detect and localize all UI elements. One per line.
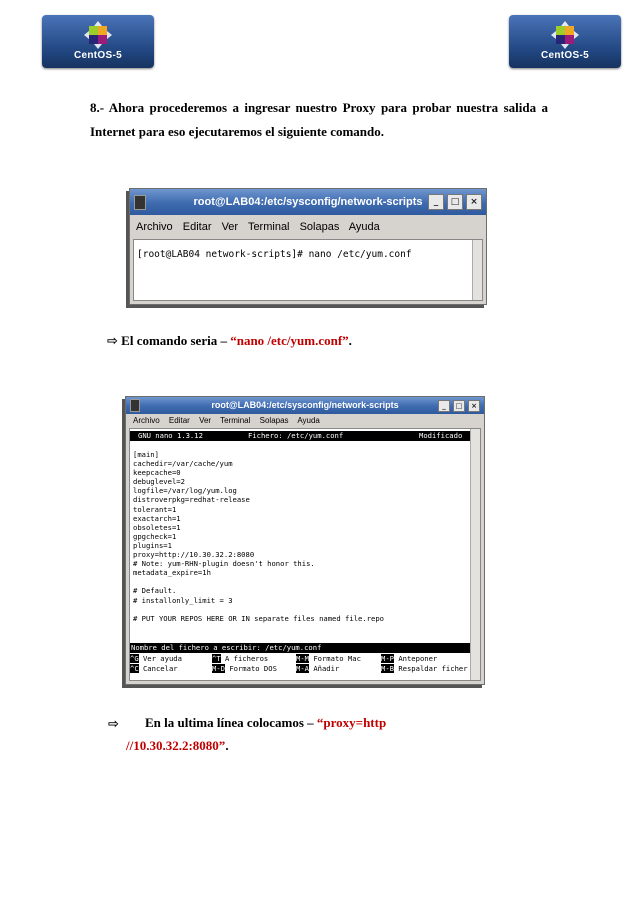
nano-shortcut bbox=[212, 664, 277, 673]
nano-line: logfile=/var/log/yum.log bbox=[133, 486, 237, 496]
shortcut-label: Respaldar ficher bbox=[398, 664, 468, 673]
bullet-proxy bbox=[108, 715, 119, 733]
nano-shortcut bbox=[130, 664, 178, 673]
shortcut-label: Anteponer bbox=[398, 654, 438, 663]
nano-line: tolerant=1 bbox=[133, 504, 177, 514]
shortcut-label: Formato DOS bbox=[229, 664, 277, 673]
shortcut-label: Ver ayuda bbox=[142, 654, 182, 663]
close-button[interactable]: × bbox=[468, 400, 480, 412]
terminal-icon bbox=[130, 399, 140, 412]
nano-line: exactarch=1 bbox=[133, 513, 181, 523]
nano-line: obsoletes=1 bbox=[133, 522, 181, 532]
menu-ver[interactable]: Ver bbox=[199, 416, 212, 425]
menu-solapas[interactable]: Solapas bbox=[259, 416, 289, 425]
nano-line: # installonly_limit = 3 bbox=[133, 595, 233, 605]
menu-terminal[interactable]: Terminal bbox=[247, 221, 290, 233]
shortcut-key: M-D bbox=[212, 664, 225, 673]
window-titlebar bbox=[130, 189, 486, 215]
nano-editor-content[interactable] bbox=[133, 450, 384, 623]
window-title: root@LAB04:/etc/sysconfig/network-scripts bbox=[193, 196, 423, 208]
bullet-suffix: . bbox=[225, 738, 229, 753]
nano-header bbox=[130, 431, 471, 441]
centos-logo-right bbox=[509, 15, 621, 68]
shortcut-key: ^C bbox=[130, 664, 139, 673]
shortcut-key: M-M bbox=[296, 654, 309, 663]
bullet-proxy-line1 bbox=[145, 715, 386, 731]
menu-solapas[interactable]: Solapas bbox=[299, 221, 340, 233]
nano-line: debuglevel=2 bbox=[133, 477, 185, 487]
nano-line: plugins=1 bbox=[133, 540, 172, 550]
shortcut-label: Cancelar bbox=[142, 664, 178, 673]
shortcut-label: A ficheros bbox=[224, 654, 269, 663]
scrollbar[interactable] bbox=[472, 240, 482, 300]
nano-line: # PUT YOUR REPOS HERE OR IN separate files named file.repo bbox=[133, 613, 384, 623]
shortcut-row bbox=[130, 664, 471, 674]
shell-prompt-line: [root@LAB04 network-scripts]# nano /etc/yum.conf bbox=[137, 249, 412, 260]
bullet-highlight: “nano /etc/yum.conf” bbox=[230, 333, 349, 348]
shortcut-key: ^T bbox=[212, 654, 221, 663]
shortcut-label: Formato Mac bbox=[313, 654, 361, 663]
bullet-highlight-continued: //10.30.32.2:8080” bbox=[126, 738, 226, 753]
bullet-suffix: . bbox=[348, 333, 352, 348]
window-titlebar bbox=[126, 397, 484, 414]
nano-line bbox=[133, 605, 384, 614]
nano-line: proxy=http://10.30.32.2:8080 bbox=[133, 550, 255, 560]
shortcut-row bbox=[130, 654, 471, 664]
bullet-proxy-line2 bbox=[126, 738, 229, 754]
shortcut-key: M-P bbox=[381, 654, 394, 663]
logo-text: CentOS-5 bbox=[541, 50, 589, 61]
intro-paragraph: 8.- Ahora procederemos a ingresar nuestro Proxy para probar nuestra salida a Internet para eso ejecutaremos el siguiente comando. bbox=[90, 100, 548, 139]
menu-bar bbox=[130, 215, 486, 239]
centos-emblem-icon bbox=[545, 19, 585, 51]
nano-file-label: Fichero: /etc/yum.conf bbox=[248, 431, 344, 440]
minimize-button[interactable]: _ bbox=[428, 194, 444, 210]
nano-shortcut bbox=[381, 654, 437, 663]
scrollbar[interactable] bbox=[470, 429, 480, 680]
shortcut-label: Añadir bbox=[313, 664, 340, 673]
nano-status: Modificado bbox=[419, 431, 463, 440]
terminal-area[interactable] bbox=[129, 428, 481, 681]
minimize-button[interactable]: _ bbox=[438, 400, 450, 412]
terminal-window-nano bbox=[125, 396, 485, 685]
logo-text: CentOS-5 bbox=[74, 50, 122, 61]
nano-line: [main] bbox=[133, 450, 159, 459]
nano-shortcut bbox=[130, 654, 182, 663]
shortcut-key: ^G bbox=[130, 654, 139, 663]
nano-shortcut bbox=[296, 654, 361, 663]
menu-ayuda[interactable]: Ayuda bbox=[348, 221, 380, 233]
bullet-text: El comando seria – bbox=[121, 333, 231, 348]
menu-ver[interactable]: Ver bbox=[221, 221, 239, 233]
nano-line: # Note: yum-RHN-plugin doesn't honor this. bbox=[133, 559, 315, 569]
menu-editar[interactable]: Editar bbox=[168, 416, 190, 425]
nano-line: distroverpkg=redhat-release bbox=[133, 495, 250, 505]
nano-line: keepcache=0 bbox=[133, 468, 181, 478]
centos-logo-left bbox=[42, 15, 154, 68]
arrow-bullet-icon: ⇨ bbox=[107, 334, 118, 349]
window-title: root@LAB04:/etc/sysconfig/network-scripts bbox=[211, 400, 399, 410]
centos-emblem-icon bbox=[78, 19, 118, 51]
shortcut-key: M-B bbox=[381, 664, 394, 673]
maximize-button[interactable]: □ bbox=[447, 194, 463, 210]
nano-line: metadata_expire=1h bbox=[133, 568, 211, 578]
close-button[interactable]: × bbox=[466, 194, 482, 210]
nano-shortcuts bbox=[130, 654, 471, 674]
nano-shortcut bbox=[212, 654, 268, 663]
menu-bar bbox=[126, 414, 484, 428]
terminal-area[interactable] bbox=[133, 239, 483, 301]
nano-shortcut bbox=[381, 664, 468, 673]
bullet-highlight: “proxy=http bbox=[316, 715, 387, 730]
menu-archivo[interactable]: Archivo bbox=[136, 221, 173, 233]
nano-save-prompt[interactable]: Nombre del fichero a escribir: /etc/yum.conf bbox=[130, 643, 471, 653]
nano-line: cachedir=/var/cache/yum bbox=[133, 459, 233, 469]
menu-archivo[interactable]: Archivo bbox=[133, 416, 160, 425]
terminal-window-command bbox=[129, 188, 487, 305]
nano-line bbox=[133, 577, 384, 586]
menu-terminal[interactable]: Terminal bbox=[220, 416, 251, 425]
terminal-icon bbox=[134, 195, 146, 210]
bullet-command bbox=[107, 333, 352, 349]
menu-ayuda[interactable]: Ayuda bbox=[297, 416, 320, 425]
maximize-button[interactable]: □ bbox=[453, 400, 465, 412]
nano-line: gpgcheck=1 bbox=[133, 531, 177, 541]
menu-editar[interactable]: Editar bbox=[182, 221, 212, 233]
shortcut-key: M-A bbox=[296, 664, 309, 673]
nano-shortcut bbox=[296, 664, 339, 673]
arrow-bullet-icon: ⇨ bbox=[108, 717, 119, 732]
bullet-text: En la ultima línea colocamos – bbox=[145, 715, 317, 730]
nano-line: # Default. bbox=[133, 586, 177, 596]
nano-version: GNU nano 1.3.12 bbox=[138, 431, 203, 440]
